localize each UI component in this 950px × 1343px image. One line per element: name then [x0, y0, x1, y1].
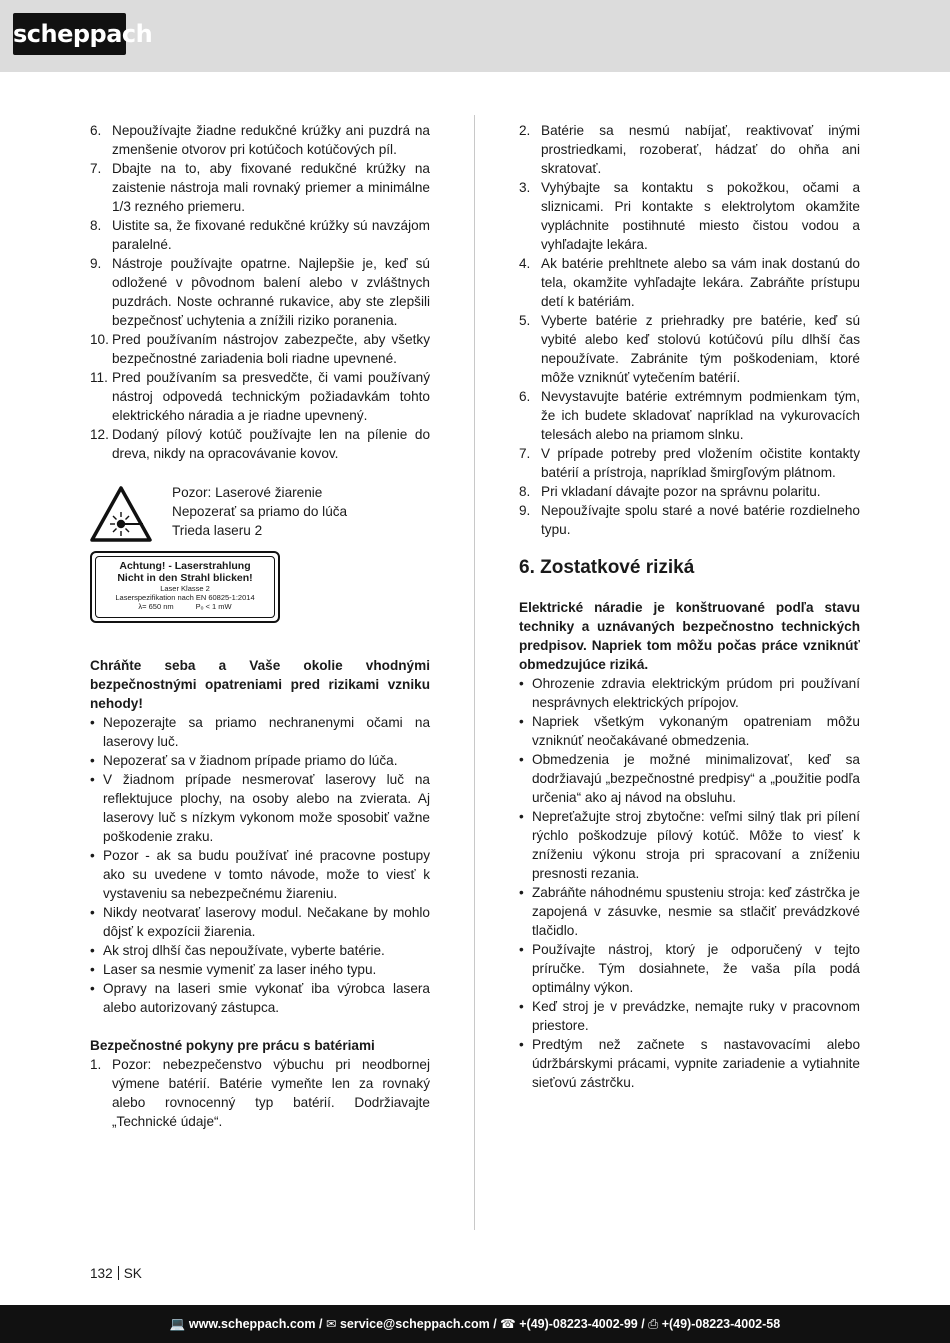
list-item: • Nepreťažujte stroj zbytočne: veľmi silný tlak pri pílení rýchlo poškodzuje pílový kotúč. Môže to viesť k zníženiu výkonu stroja pri spracovaní a zníženiu presnosti rezania.: [519, 809, 860, 881]
list-item: • Zabráňte náhodnému spusteniu stroja: keď zástrčka je zapojená v zásuvke, nesmie sa stlačiť prevádzkové tlačidlo.: [519, 885, 860, 938]
list-item: • Nepozerajte sa priamo nechranenymi očami na laserovy luč.: [90, 715, 430, 749]
list-item: • Predtým než začnete s nastavovacími alebo údržbárskymi prácami, vypnite zariadenie a vytiahnite sieťovú zástrčku.: [519, 1037, 860, 1090]
list-item: 4. Ak batérie prehltnete alebo sa vám inak dostanú do tela, okamžite vyhľadajte lekára. Zabráňte prístupu detí k batériám.: [519, 256, 860, 309]
right-column: [519, 121, 860, 1092]
computer-icon: 💻: [169, 1317, 186, 1331]
website-link[interactable]: www.scheppach.com: [188, 1317, 316, 1331]
list-item: 9. Nepoužívajte spolu staré a nové batérie rozdielneho typu.: [519, 503, 860, 537]
list-item: 12. Dodaný pílový kotúč používajte len na pílenie do dreva, nikdy na opracovávanie kovov.: [90, 427, 430, 461]
list-item: 1. Pozor: nebezpečenstvo výbuchu pri neodbornej výmene batérií. Batérie vymeňte len za rovnaký alebo rovnocenný typ batérií. Dodržiavajte „Technické údaje“.: [90, 1057, 430, 1129]
battery-list-continued: [519, 121, 860, 539]
laser-warning-text: Pozor: Laserové žiarenie Nepozerať sa priamo do lúča Trieda laseru 2: [172, 485, 348, 538]
email-link[interactable]: service@scheppach.com: [339, 1317, 490, 1331]
list-item: • Ak stroj dlhší čas nepoužívate, vyberte batérie.: [90, 943, 385, 958]
left-column: [90, 121, 430, 1131]
fax-icon: ⎙: [648, 1317, 659, 1331]
list-item: • Keď stroj je v prevádzke, nemajte ruky v pracovnom priestore.: [519, 999, 860, 1033]
list-item: • Obmedzenia je možné minimalizovať, keď sa dodržiavajú „bezpečnostné predpisy“ a „použitie podľa určenia“ ako aj návod na obsluhu.: [519, 752, 860, 805]
list-item: 11. Pred používaním sa presvedčte, či vami používaný nástroj odpovedá technickým požiadavkám tohto elektrického náradia a je riadne upevnený.: [90, 370, 430, 423]
list-item: • Ohrozenie zdravia elektrickým prúdom pri používaní nesprávnych elektrických prípojov.: [519, 676, 860, 710]
laser-warning: [90, 478, 430, 656]
list-item: • Nikdy neotvarať laserovy modul. Nečakane by mohlo dôjsť k expozícii žiarenia.: [90, 905, 430, 939]
phone-icon: ☎: [500, 1317, 516, 1331]
list-item: 9. Nástroje používajte opatrne. Najlepšie je, keď sú odložené v pôvodnom balení alebo v zvláštnych puzdrách. Noste ochranné rukavice, aby ste zlepšili bezpečnosť uchytenia a znížili riziko poranenia.: [90, 256, 430, 328]
laser-safety-list: [90, 713, 430, 1017]
page-number: 132 SK: [90, 1266, 142, 1281]
laser-class-label: Achtung! - Laserstrahlung Nicht in den Strahl blicken! Laser Klasse 2 Laserspezifikation nach EN 60825-1:2014 λ= 650 nm Pₒ < 1 mW: [90, 551, 280, 623]
list-item: • Laser sa nesmie vymeniť za laser iného typu.: [90, 962, 377, 977]
battery-list-start: [90, 1055, 430, 1131]
residual-risks-list: [519, 674, 860, 1092]
battery-heading: Bezpečnostné pokyny pre prácu s batériami: [90, 1038, 375, 1053]
contact-footer: 💻 www.scheppach.com / ✉ service@scheppach.com / ☎ +(49)-08223-4002-99 / ⎙ +(49)-08223-4002-58: [0, 1305, 950, 1343]
list-item: 3. Vyhýbajte sa kontaktu s pokožkou, očami a sliznicami. Pri kontakte s elektrolytom okamžite vypláchnite postihnuté miesto čistou vodou a vyhľadajte lekára.: [519, 180, 860, 252]
list-item: 10. Pred používaním nástrojov zabezpečte, aby všetky bezpečnostné zariadenia boli riadne upevnené.: [90, 332, 430, 366]
list-item: • Napriek všetkým vykonaným opatreniam môžu vzniknúť neočakávané obmedzenia.: [519, 714, 860, 748]
list-item: • Nepozerať sa v žiadnom prípade priamo do lúča.: [90, 753, 398, 768]
list-item: 2. Batérie sa nesmú nabíjať, reaktivovať inými prostriedkami, rozoberať, hádzať do ohňa ani skratovať.: [519, 123, 860, 176]
section-title: 6. Zostatkové riziká: [519, 557, 695, 578]
list-item: 6. Nevystavujte batérie extrémnym podmienkam tým, že ich budete skladovať napríklad na vykurovacích telesách alebo na priamom slnku.: [519, 389, 860, 442]
fax-number: +(49)-08223-4002-58: [661, 1317, 781, 1331]
mail-icon: ✉: [325, 1317, 337, 1331]
list-item: 5. Vyberte batérie z priehradky pre batérie, keď sú vybité alebo keď stolovú kotúčovú pílu dlhší čas nepoužívate. Zabránite tým poškodeniam, ktoré môže vzniknúť vytečením batérií.: [519, 313, 860, 385]
tool-safety-list: [90, 121, 430, 463]
list-item: • Používajte nástroj, ktorý je odporučený v tejto príručke. Tým dosiahnete, že vaša píla podá optimálny výkon.: [519, 942, 860, 995]
laser-warning-icon: [90, 486, 152, 542]
list-item: 8. Uistite sa, že fixované redukčné krúžky sú navzájom paralelné.: [90, 218, 430, 252]
scheppach-logo: scheppach: [13, 13, 126, 55]
list-item: 7. V prípade potreby pred vložením očistite kontakty batérií a prístroja, napríklad šmirgľovým plátnom.: [519, 446, 860, 480]
column-divider: [474, 115, 475, 1230]
list-item: • V žiadnom prípade nesmerovať laserovy luč na reflektujuce plochy, na osoby alebo na zvierata. Aj laserovy luč s nízkym vykonom može sposobiť važne poškodenie zraku.: [90, 772, 430, 844]
list-item: 8. Pri vkladaní dávajte pozor na správnu polaritu.: [519, 484, 821, 499]
section-intro: Elektrické náradie je konštruované podľa stavu techniky a uznávaných bezpečnostno technických predpisov. Napriek tom môžu počas práce vzniknúť obmedzujúce riziká.: [519, 600, 860, 672]
list-item: 6. Nepoužívajte žiadne redukčné krúžky ani puzdrá na zmenšenie otvorov pri kotúčoch kotúčových píl.: [90, 123, 430, 157]
list-item: 7. Dbajte na to, aby fixované redukčné krúžky na zaistenie nástroja mali rovnaký priemer a minimálne 1/3 rezného priemeru.: [90, 161, 430, 214]
protect-heading: Chráňte seba a Vaše okolie vhodnými bezpečnostnými opatreniami pred rizikami vzniku nehody!: [90, 658, 430, 711]
header-band: [0, 0, 950, 72]
phone-number: +(49)-08223-4002-99: [519, 1317, 638, 1331]
list-item: • Opravy na laseri smie vykonať iba výrobca lasera alebo autorizovaný zástupca.: [90, 981, 430, 1015]
list-item: • Pozor - ak sa budu používať iné pracovne postupy ako su uvedene v tomto návode, može to viesť k vystaveniu sa nebezpečnému žiareniu.: [90, 848, 430, 901]
